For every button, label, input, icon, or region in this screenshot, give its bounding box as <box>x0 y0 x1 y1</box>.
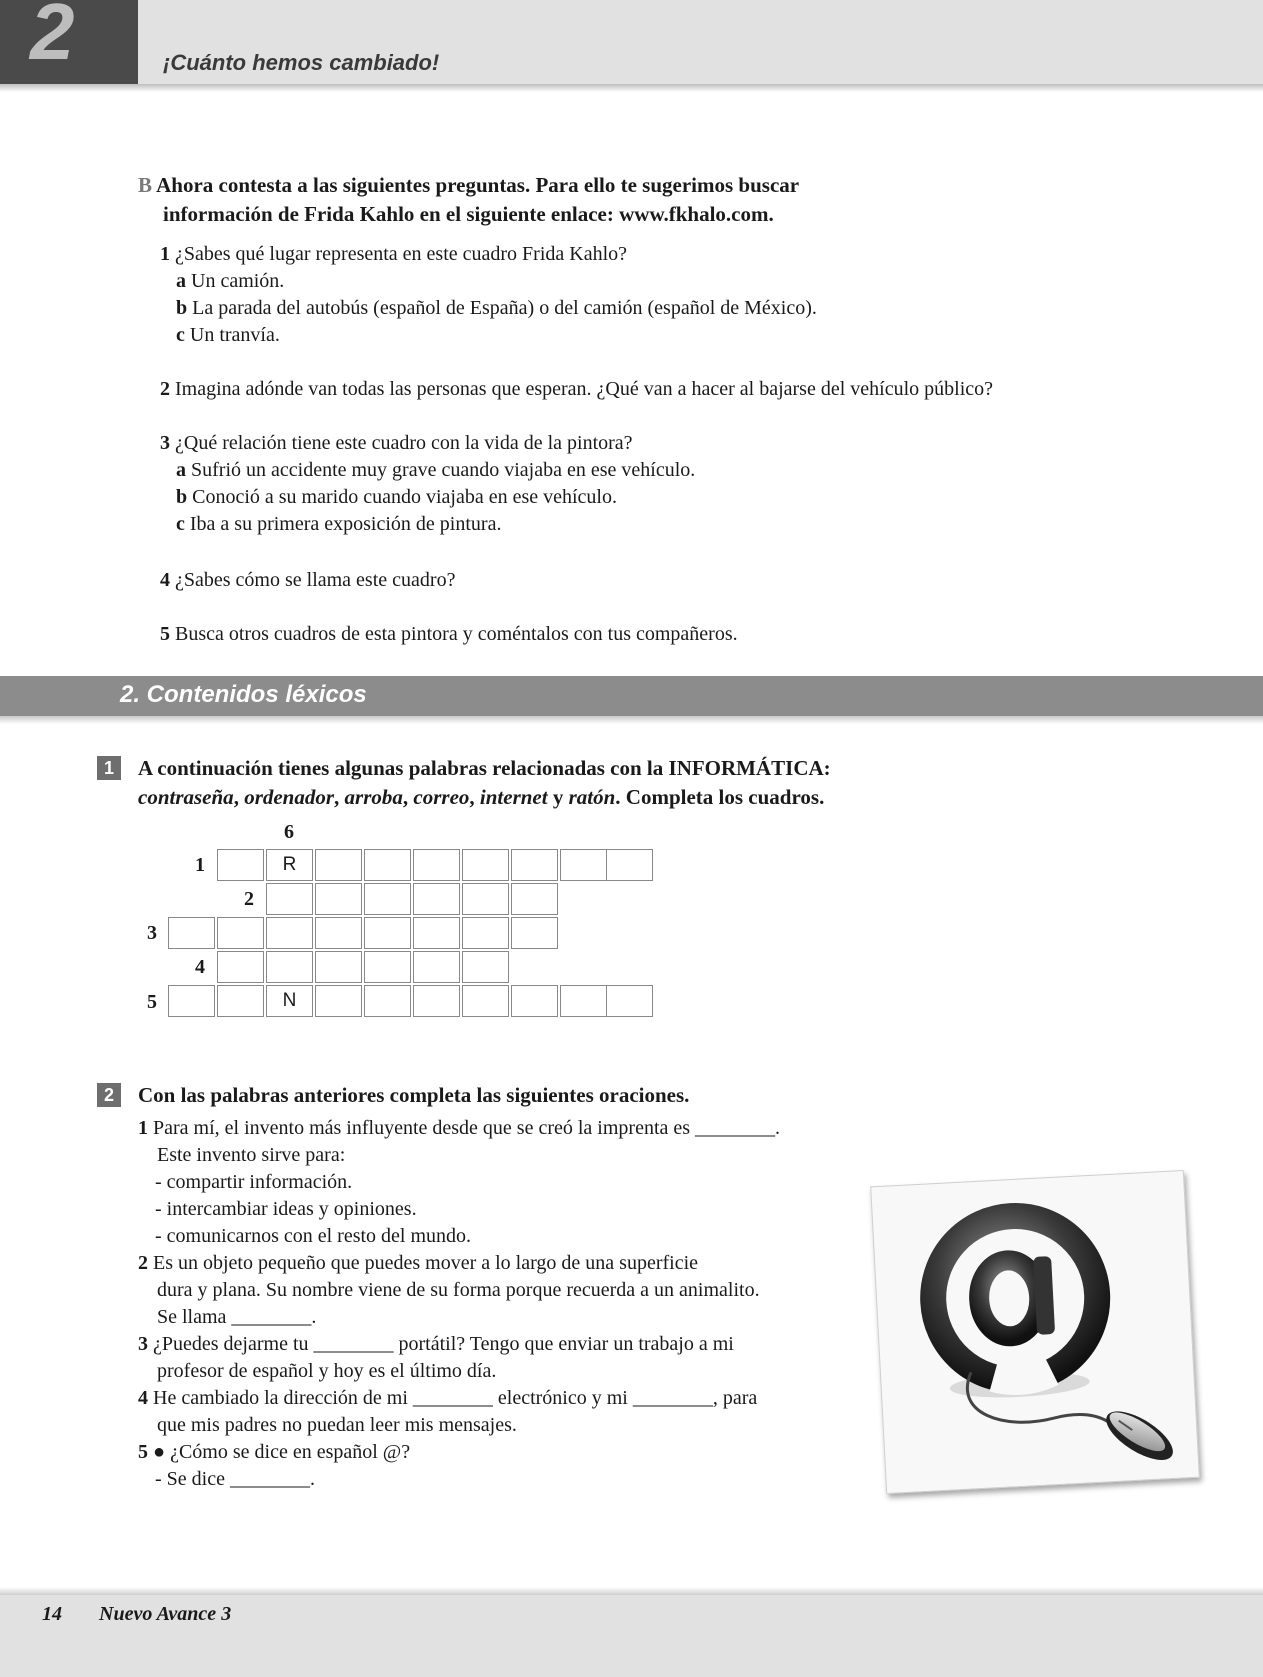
crossword-cell[interactable] <box>511 883 558 915</box>
crossword-cell[interactable] <box>364 917 411 949</box>
option-text: Conoció a su marido cuando viajaba en ese vehículo. <box>192 486 617 508</box>
crossword-cell[interactable] <box>511 849 558 881</box>
q3-option-c <box>176 511 501 538</box>
word-raton: ratón <box>568 785 616 809</box>
q1-option-a <box>176 268 284 295</box>
crossword-row-number-4: 4 <box>195 956 205 978</box>
question-text: ¿Sabes qué lugar representa en este cuadro Frida Kahlo? <box>175 243 628 265</box>
question-4 <box>160 567 455 594</box>
exercise-1-number: 1 <box>97 756 121 780</box>
crossword-cell[interactable] <box>560 849 607 881</box>
crossword-cell[interactable] <box>364 849 411 881</box>
word-ordenador: ordenador <box>244 785 335 809</box>
sentence-text: Es un objeto pequeño que puedes mover a lo largo de una superficie <box>153 1252 699 1274</box>
footer-shadow <box>0 1587 1263 1595</box>
crossword-cell[interactable] <box>266 951 313 983</box>
question-text: Imagina adónde van todas las personas que esperan. ¿Qué van a hacer al bajarse del vehículo público? <box>175 378 993 400</box>
option-letter: c <box>176 324 185 346</box>
option-letter: a <box>176 459 186 481</box>
section-band-shadow <box>0 716 1263 724</box>
sentence-3-line2: profesor de español y hoy es el último día. <box>157 1360 497 1382</box>
book-title: Nuevo Avance 3 <box>99 1603 232 1625</box>
q3-option-b <box>176 484 617 511</box>
page-number: 14 <box>42 1603 62 1625</box>
crossword-cell[interactable] <box>315 883 362 915</box>
crossword-col-number-6: 6 <box>284 821 294 843</box>
sentence-text: Para mí, el invento más influyente desde que se creó la imprenta es ________. <box>153 1117 781 1139</box>
crossword-cell[interactable] <box>315 985 362 1017</box>
chapter-box <box>0 0 138 84</box>
exercise-2-instruction: Con las palabras anteriores completa las siguientes oraciones. <box>138 1083 690 1107</box>
crossword-cell[interactable] <box>413 951 460 983</box>
sentence-4-line1 <box>138 1385 757 1412</box>
part-b-instruction <box>138 171 799 200</box>
crossword-row-number-2: 2 <box>244 888 254 910</box>
sentence-number: 3 <box>138 1333 148 1355</box>
crossword-cell[interactable] <box>364 985 411 1017</box>
question-number: 1 <box>160 243 170 265</box>
option-letter: a <box>176 270 186 292</box>
question-number: 2 <box>160 378 170 400</box>
crossword-cell[interactable] <box>462 849 509 881</box>
chapter-title: ¡Cuánto hemos cambiado! <box>163 50 440 75</box>
part-b-instruction-line2: información de Frida Kahlo en el siguiente enlace: www.fkhalo.com. <box>163 202 774 226</box>
at-sign-icon <box>871 1171 1199 1493</box>
crossword-cell[interactable] <box>315 951 362 983</box>
word-correo: correo <box>413 785 470 809</box>
crossword-cell[interactable] <box>413 917 460 949</box>
word-arroba: arroba <box>344 785 403 809</box>
crossword-cell[interactable] <box>462 917 509 949</box>
separator: y <box>547 785 569 809</box>
sentence-2-line2: dura y plana. Su nombre viene de su forma porque recuerda a un animalito. <box>157 1279 760 1301</box>
q3-option-a <box>176 457 695 484</box>
instruction-tail: . Completa los cuadros. <box>615 785 825 809</box>
crossword-cell[interactable] <box>217 849 264 881</box>
option-text: Un camión. <box>191 270 285 292</box>
crossword-cell[interactable] <box>217 917 264 949</box>
separator: , <box>469 785 480 809</box>
q1-option-b <box>176 295 817 322</box>
question-number: 5 <box>160 623 170 645</box>
crossword-row-number-1: 1 <box>195 854 205 876</box>
option-letter: b <box>176 486 188 508</box>
q1-option-c <box>176 322 280 349</box>
sentence-2-line1 <box>138 1250 698 1277</box>
part-b-label: B <box>138 173 153 197</box>
crossword-cell[interactable]: N <box>266 985 313 1017</box>
crossword-cell[interactable] <box>560 985 607 1017</box>
crossword-cell[interactable] <box>413 883 460 915</box>
sentence-2-line3: Se llama ________. <box>157 1306 317 1328</box>
computer-mouse-icon <box>1097 1399 1181 1473</box>
sentence-number: 4 <box>138 1387 148 1409</box>
crossword-cell[interactable] <box>462 951 509 983</box>
question-3 <box>160 430 633 457</box>
sentence-text: ¿Puedes dejarme tu ________ portátil? Tengo que enviar un trabajo a mi <box>153 1333 734 1355</box>
chapter-number: 2 <box>30 0 75 76</box>
sentence-1-bullet: - compartir información. <box>155 1171 353 1193</box>
sentence-5-line1 <box>138 1439 410 1466</box>
option-text: Iba a su primera exposición de pintura. <box>189 513 502 535</box>
crossword-cell[interactable] <box>266 917 313 949</box>
sentence-5-line2: - Se dice ________. <box>155 1468 315 1490</box>
crossword-cell[interactable]: R <box>266 849 313 881</box>
separator: , <box>402 785 414 809</box>
crossword-cell[interactable] <box>266 883 313 915</box>
sentence-1-line1 <box>138 1115 780 1142</box>
question-1 <box>160 241 627 268</box>
question-text: ¿Sabes cómo se llama este cuadro? <box>175 569 456 591</box>
question-text: Busca otros cuadros de esta pintora y coméntalos con tus compañeros. <box>175 623 738 645</box>
option-text: Un tranvía. <box>189 324 280 346</box>
option-text: Sufrió un accidente muy grave cuando viajaba en ese vehículo. <box>191 459 696 481</box>
exercise-2-number: 2 <box>97 1083 121 1107</box>
question-2 <box>160 376 993 403</box>
question-5 <box>160 621 738 648</box>
crossword-cell[interactable] <box>511 917 558 949</box>
crossword-cell[interactable] <box>462 883 509 915</box>
option-letter: c <box>176 513 185 535</box>
separator: , <box>233 785 245 809</box>
crossword-cell[interactable] <box>217 951 264 983</box>
exercise-1-line2 <box>138 783 824 812</box>
header-shadow <box>0 84 1263 92</box>
option-text: La parada del autobús (español de España) o del camión (español de México). <box>192 297 817 319</box>
exercise-1-line1: A continuación tienes algunas palabras relacionadas con la INFORMÁTICA: <box>138 756 831 780</box>
crossword-cell[interactable] <box>364 883 411 915</box>
crossword-cell[interactable] <box>413 849 460 881</box>
crossword-cell[interactable] <box>606 985 653 1017</box>
sentence-number: 1 <box>138 1117 148 1139</box>
question-number: 3 <box>160 432 170 454</box>
question-text: ¿Qué relación tiene este cuadro con la vida de la pintora? <box>175 432 633 454</box>
option-letter: b <box>176 297 188 319</box>
crossword-cell[interactable] <box>315 917 362 949</box>
sentence-3-line1 <box>138 1331 734 1358</box>
question-number: 4 <box>160 569 170 591</box>
sentence-number: 2 <box>138 1252 148 1274</box>
word-internet: internet <box>479 785 548 809</box>
word-contrasena: contraseña <box>138 785 234 809</box>
crossword-cell[interactable] <box>217 985 264 1017</box>
sentence-4-line2: que mis padres no puedan leer mis mensajes. <box>157 1414 517 1436</box>
crossword-cell[interactable] <box>462 985 509 1017</box>
crossword-cell[interactable] <box>168 985 215 1017</box>
crossword-cell[interactable] <box>413 985 460 1017</box>
crossword-cell[interactable] <box>315 849 362 881</box>
sentence-1-bullet: - intercambiar ideas y opiniones. <box>155 1198 417 1220</box>
crossword-cell[interactable] <box>168 917 215 949</box>
separator: , <box>334 785 345 809</box>
sentence-text: He cambiado la dirección de mi ________ electrónico y mi ________, para <box>153 1387 758 1409</box>
crossword-row-number-3: 3 <box>147 922 157 944</box>
crossword-cell[interactable] <box>511 985 558 1017</box>
crossword-row-number-5: 5 <box>147 991 157 1013</box>
sentence-1-bullet: - comunicarnos con el resto del mundo. <box>155 1225 472 1247</box>
sentence-1-line2: Este invento sirve para: <box>157 1144 346 1166</box>
crossword-cell[interactable] <box>364 951 411 983</box>
crossword-cell[interactable] <box>606 849 653 881</box>
sentence-number: 5 <box>138 1441 148 1463</box>
at-sign-photo <box>870 1170 1200 1494</box>
sentence-text: ● ¿Cómo se dice en español @? <box>153 1441 411 1463</box>
part-b-instruction-line1: Ahora contesta a las siguientes preguntas. Para ello te sugerimos buscar <box>156 173 800 197</box>
section-title: 2. Contenidos léxicos <box>120 681 367 708</box>
